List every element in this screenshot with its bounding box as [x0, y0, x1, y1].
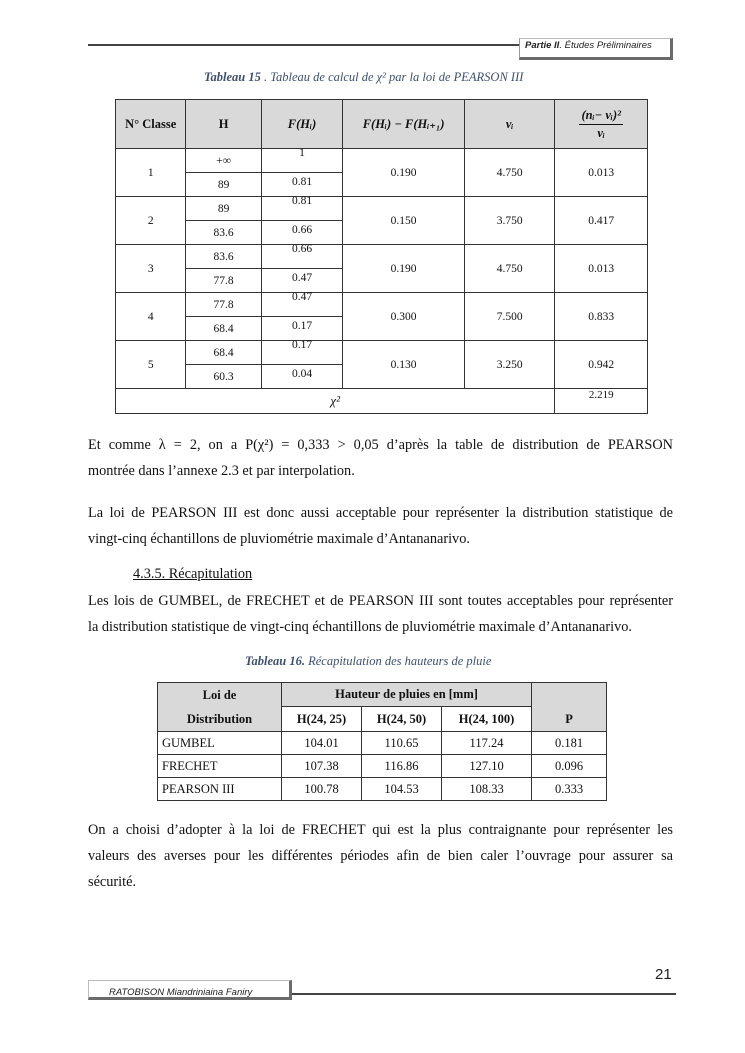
cell-ratio: 0.417: [555, 197, 648, 245]
th-p: P: [532, 683, 607, 732]
cell-p: 0.096: [532, 755, 607, 778]
th-law-line2: Distribution: [186, 712, 253, 726]
cell-nu: 7.500: [464, 293, 555, 341]
cell-h50: 104.53: [362, 778, 442, 801]
cell-h25: 100.78: [282, 778, 362, 801]
cell-p: 0.181: [532, 732, 607, 755]
cell-diff: 0.150: [343, 197, 465, 245]
cell-nu: 3.250: [464, 341, 555, 389]
cell-ratio: 0.942: [555, 341, 648, 389]
cell-h100: 117.24: [442, 732, 532, 755]
cell-diff: 0.130: [343, 341, 465, 389]
th-group: Hauteur de pluies en [mm]: [282, 683, 532, 707]
table-row: [116, 197, 648, 221]
cell-f-top: 1: [261, 149, 342, 173]
table-row: [158, 732, 607, 755]
table-row: [158, 778, 607, 801]
table-row: [116, 341, 648, 365]
cell-h-bottom: 68.4: [186, 317, 261, 341]
cell-law: GUMBEL: [158, 732, 282, 755]
paragraph-line: la distribution statistique de vingt-cinq échantillons de pluviométrie maximale d’Antananarivo.: [88, 619, 632, 635]
th-h: H: [186, 100, 261, 149]
cell-f-bottom: 0.04: [261, 365, 342, 389]
table15-caption: Tableau 15 . Tableau de calcul de χ² par la loi de PEARSON III: [204, 70, 524, 84]
header-part-title: Partie II. Études Préliminaires: [525, 40, 652, 51]
table16-caption: Tableau 16. Récapitulation des hauteurs de pluie: [245, 654, 492, 668]
cell-ratio: 0.833: [555, 293, 648, 341]
cell-p: 0.333: [532, 778, 607, 801]
cell-h-top: 89: [186, 197, 261, 221]
cell-f-top: 0.47: [261, 293, 342, 317]
table-row: [116, 149, 648, 173]
section-title: 4.3.5. Récapitulation: [133, 566, 253, 582]
cell-nu: 3.750: [464, 197, 555, 245]
paragraph-line: Les lois de GUMBEL, de FRECHET et de PEARSON III sont toutes acceptables pour représenter: [88, 593, 673, 609]
cell-nu: 4.750: [464, 149, 555, 197]
footer-rule: [290, 993, 676, 995]
cell-classe: 3: [116, 245, 186, 293]
paragraph-pearson-conclusion: [88, 500, 673, 552]
cell-f-bottom: 0.81: [261, 173, 342, 197]
paragraph-pearson-test: [88, 432, 673, 484]
cell-ratio: 0.013: [555, 149, 648, 197]
cell-h-bottom: 83.6: [186, 221, 261, 245]
paragraph-line: Et comme λ = 2, on a P(χ²) = 0,333 > 0,05 d’après la table de distribution de PEARSON: [88, 437, 673, 453]
th-h50: H(24, 50): [362, 707, 442, 732]
paragraph-line: sécurité.: [88, 874, 137, 890]
cell-f-top: 0.81: [261, 197, 342, 221]
th-nu: νᵢ: [464, 100, 555, 149]
cell-h50: 116.86: [362, 755, 442, 778]
cell-h-bottom: 60.3: [186, 365, 261, 389]
th-h25: H(24, 25): [282, 707, 362, 732]
cell-diff: 0.190: [343, 245, 465, 293]
footer-author: RATOBISON Miandriniaina Faniry: [109, 987, 253, 998]
th-diff: F(Hᵢ) − F(Hᵢ₊₁): [343, 100, 465, 149]
cell-h-bottom: 89: [186, 173, 261, 197]
cell-diff: 0.300: [343, 293, 465, 341]
paragraph-line: montrée dans l’annexe 2.3 et par interpolation.: [88, 463, 355, 479]
cell-nu: 4.750: [464, 245, 555, 293]
cell-ratio: 0.013: [555, 245, 648, 293]
chi-square-row: [116, 389, 648, 414]
cell-h50: 110.65: [362, 732, 442, 755]
th-classe: N° Classe: [116, 100, 186, 149]
th-fh: F(Hᵢ): [261, 100, 342, 149]
cell-f-bottom: 0.47: [261, 269, 342, 293]
table-row: [158, 755, 607, 778]
paragraph-line: On a choisi d’adopter à la loi de FRECHET qui est la plus contraignante pour représenter les: [88, 822, 673, 838]
paragraph-line: valeurs des averses pour les différentes périodes afin de bien caler l’ouvrage pour assurer sa: [88, 848, 673, 864]
table15: [115, 99, 648, 414]
chi-square-label: χ²: [116, 389, 555, 414]
cell-h100: 108.33: [442, 778, 532, 801]
cell-h-bottom: 77.8: [186, 269, 261, 293]
cell-h-top: 68.4: [186, 341, 261, 365]
cell-classe: 5: [116, 341, 186, 389]
cell-h-top: 83.6: [186, 245, 261, 269]
header-rule: [88, 44, 520, 46]
cell-classe: 1: [116, 149, 186, 197]
cell-diff: 0.190: [343, 149, 465, 197]
page-number: 21: [655, 966, 672, 983]
cell-law: PEARSON III: [158, 778, 282, 801]
cell-f-bottom: 0.66: [261, 221, 342, 245]
cell-h25: 104.01: [282, 732, 362, 755]
cell-h25: 107.38: [282, 755, 362, 778]
paragraph-recap: [88, 588, 673, 640]
th-law-line1: Loi de: [202, 688, 237, 702]
cell-classe: 2: [116, 197, 186, 245]
paragraph-line: vingt-cinq échantillons de pluviométrie maximale d’Antananarivo.: [88, 531, 470, 547]
th-ratio: $\frac{\text{(nᵢ− νᵢ)²}}{\text{νᵢ}}$: [555, 100, 648, 149]
cell-f-top: 0.66: [261, 245, 342, 269]
table-row: [116, 293, 648, 317]
paragraph-choice: [88, 817, 673, 895]
cell-classe: 4: [116, 293, 186, 341]
th-h100: H(24, 100): [442, 707, 532, 732]
cell-law: FRECHET: [158, 755, 282, 778]
cell-f-top: 0.17: [261, 341, 342, 365]
table-row: [116, 245, 648, 269]
cell-h100: 127.10: [442, 755, 532, 778]
cell-h-top: 77.8: [186, 293, 261, 317]
paragraph-line: La loi de PEARSON III est donc aussi acceptable pour représenter la distribution statistique de: [88, 505, 673, 521]
chi-square-value: 2.219: [555, 389, 648, 414]
cell-h-top: +∞: [186, 149, 261, 173]
th-law: [158, 683, 282, 732]
table16: [157, 682, 607, 801]
cell-f-bottom: 0.17: [261, 317, 342, 341]
